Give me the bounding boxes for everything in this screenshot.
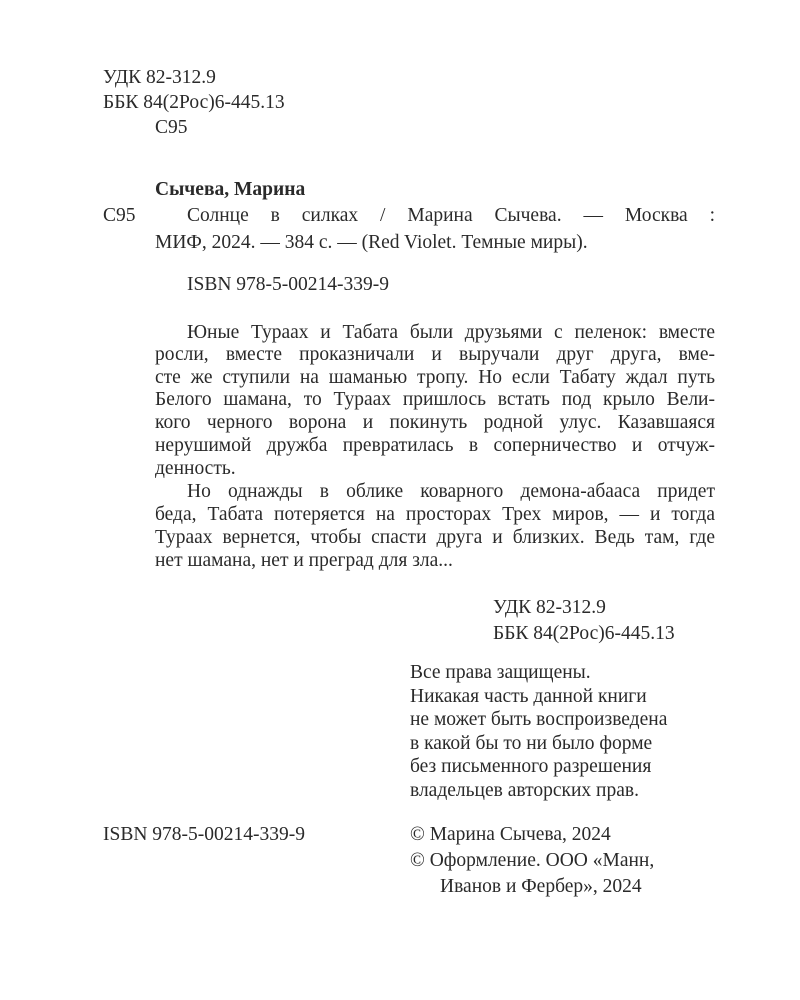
author-sign: С95 xyxy=(155,117,188,138)
title-line: Солнце в силках / Марина Сычева. — Москва : xyxy=(187,205,715,226)
isbn: ISBN 978-5-00214-339-9 xyxy=(187,274,390,295)
udk-code: УДК 82-312.9 xyxy=(103,67,216,88)
annotation-line: Но однажды в облике коварного демона-абааса придет xyxy=(187,481,715,502)
rights-line: владельцев авторских прав. xyxy=(410,780,639,801)
annotation-line: кого черного ворона и покинуть родной улус. Казавшаяся xyxy=(155,412,715,433)
annotation-line: росли, вместе проказничали и выручали друг друга, вме- xyxy=(155,344,715,365)
publisher-line: МИФ, 2024. — 384 с. — (Red Violet. Темные миры). xyxy=(155,232,588,253)
annotation-line: Тураах вернется, чтобы спасти друга и близких. Ведь там, где xyxy=(155,527,715,548)
annotation-line: нет шамана, нет и преград для зла... xyxy=(155,550,453,571)
rights-line: Все права защищены. xyxy=(410,662,591,683)
udk-code-right: УДК 82-312.9 xyxy=(493,597,606,618)
rights-line: Никакая часть данной книги xyxy=(410,686,647,707)
rights-line: не может быть воспроизведена xyxy=(410,709,668,730)
copyright-design-cont: Иванов и Фербер», 2024 xyxy=(440,876,642,897)
annotation-line: денность. xyxy=(155,458,236,479)
isbn-footer: ISBN 978-5-00214-339-9 xyxy=(103,824,306,845)
rights-line: без письменного разрешения xyxy=(410,756,652,777)
copyright-author: © Марина Сычева, 2024 xyxy=(410,824,611,845)
annotation-line: Юные Тураах и Табата были друзьями с пеленок: вместе xyxy=(187,322,715,343)
bbk-code: ББК 84(2Рос)6-445.13 xyxy=(103,92,285,113)
annotation-line: Белого шамана, то Тураах пришлось встать под крыло Вели- xyxy=(155,389,715,410)
author-name: Сычева, Марина xyxy=(155,179,306,200)
rights-line: в какой бы то ни было форме xyxy=(410,733,653,754)
copyright-design: © Оформление. ООО «Манн, xyxy=(410,850,655,871)
annotation-line: беда, Табата потеряется на просторах Трех миров, — и тогда xyxy=(155,504,715,525)
bbk-code-right: ББК 84(2Рос)6-445.13 xyxy=(493,623,675,644)
author-sign-bib: С95 xyxy=(103,205,136,226)
annotation-line: нерушимой дружба превратилась в соперничество и отчуж- xyxy=(155,435,715,456)
annotation-line: сте же ступили на шаманью тропу. Но если Табату ждал путь xyxy=(155,367,715,388)
